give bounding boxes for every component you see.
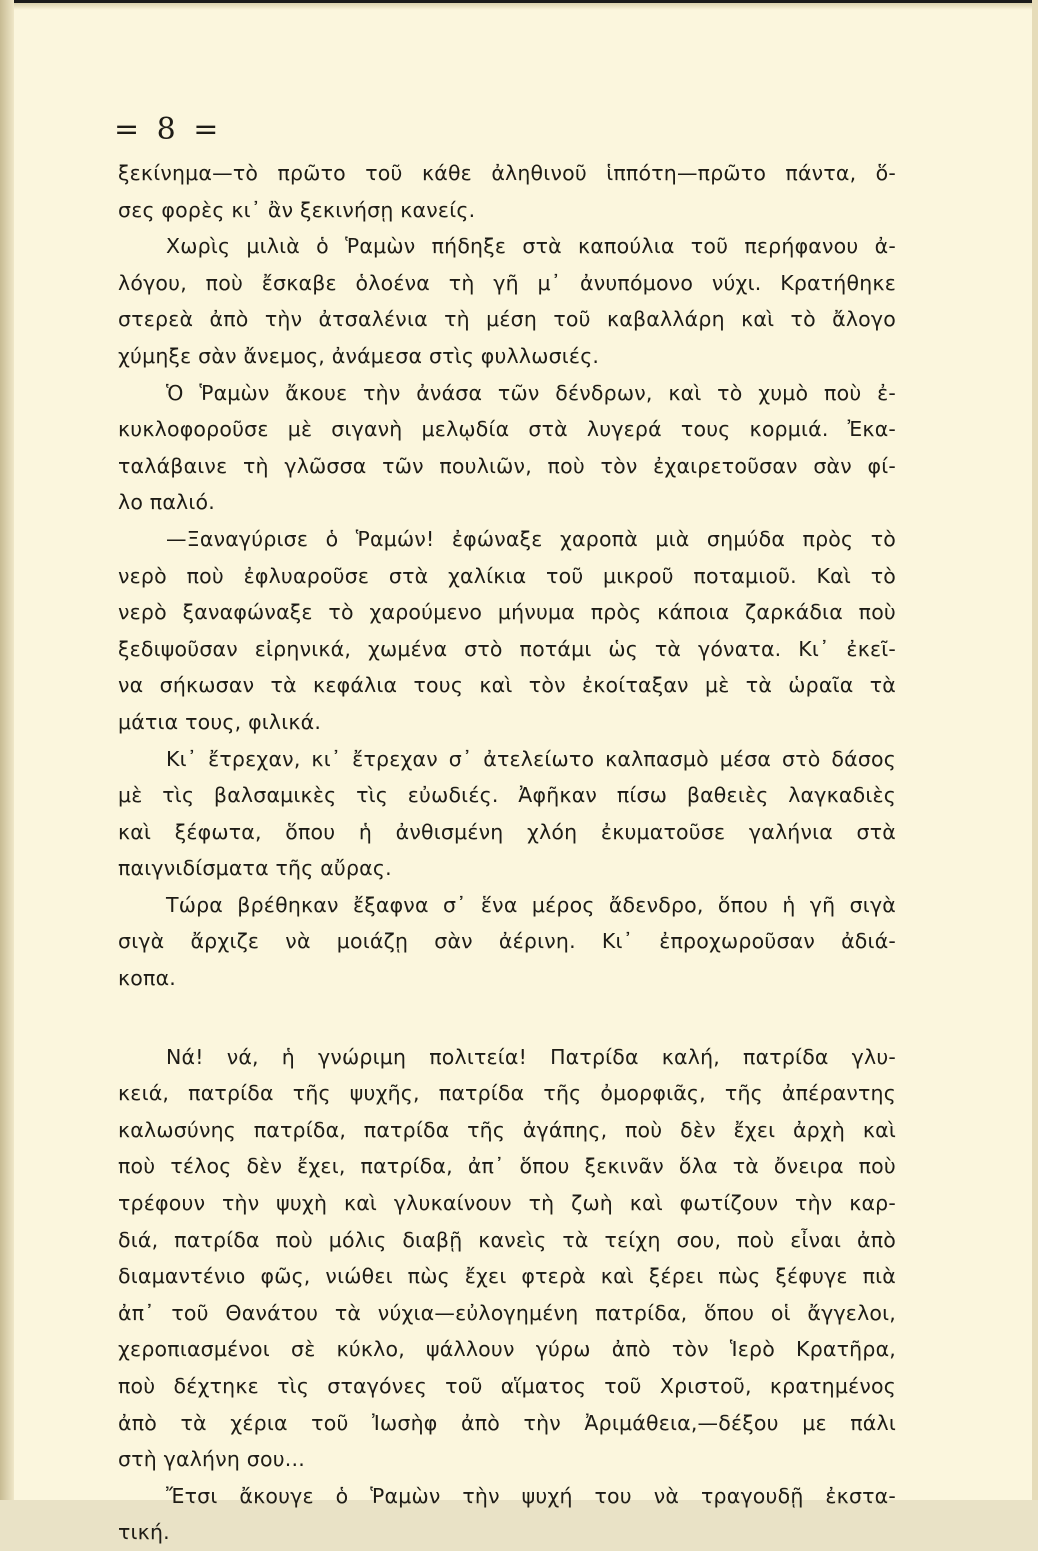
text-line: χεροπιασμένοι σὲ κύκλο, ψάλλουν γύρω ἀπὸ τὸν Ἱερὸ Κρατῆρα,: [118, 1337, 896, 1362]
text-line: στερεὰ ἀπὸ τὴν ἀτσαλένια τὴ μέση τοῦ καβαλλάρη καὶ τὸ ἄλογο: [118, 307, 896, 332]
text-line: ξεδιψοῦσαν εἰρηνικά, χωμένα στὸ ποτάμι ὡς τὰ γόνατα. Κι᾿ ἐκεῖ-: [118, 636, 896, 661]
paragraph-2: [118, 228, 896, 374]
paragraph-3: [118, 375, 896, 521]
text-line: καλωσύνης πατρίδα, πατρίδα τῆς ἀγάπης, ποὺ δὲν ἔχει ἀρχὴ καὶ: [118, 1117, 896, 1142]
text-line: ἀπ᾿ τοῦ Θανάτου τὰ νύχια—εὐλογημένη πατρίδα, ὅπου οἱ ἄγγελοι,: [118, 1300, 896, 1325]
text-line: —Ξαναγύρισε ὁ Ῥαμών! ἐφώναξε χαροπὰ μιὰ σημύδα πρὸς τὸ: [166, 526, 896, 551]
text-line: μάτια τους, φιλικά.: [118, 709, 322, 734]
text-line: κυκλοφοροῦσε μὲ σιγανὴ μελῳδία στὰ λυγερά τους κορμιά. Ἐκα-: [118, 417, 896, 442]
text-line: Χωρὶς μιλιὰ ὁ Ῥαμὼν πήδηξε στὰ καπούλια τοῦ περήφανου ἀ-: [166, 234, 896, 259]
text-line: κοπα.: [118, 966, 176, 991]
text-line: ποὺ τέλος δὲν ἔχει, πατρίδα, ἀπ᾿ ὅπου ξεκινᾶν ὅλα τὰ ὄνειρα ποὺ: [118, 1154, 896, 1179]
text-line: ταλάβαινε τὴ γλῶσσα τῶν πουλιῶν, ποὺ τὸν ἐχαιρετοῦσαν σὰν φί-: [118, 453, 896, 478]
text-line: Κι᾿ ἔτρεχαν, κι᾿ ἔτρεχαν σ᾿ ἀτελείωτο καλπασμὸ μέσα στὸ δάσος: [166, 746, 896, 771]
paragraph-1: [118, 155, 896, 228]
page-number: = 8 =: [114, 112, 223, 147]
text-line: κειά, πατρίδα τῆς ψυχῆς, πατρίδα τῆς ὀμορφιᾶς, τῆς ἀπέραντης: [118, 1081, 896, 1106]
page-right-edge: [1032, 0, 1038, 1500]
text-line: σες φορὲς κι᾿ ἂν ξεκινήσῃ κανείς.: [118, 197, 476, 222]
text-line: λόγου, ποὺ ἔσκαβε ὁλοένα τὴ γῆ μ᾿ ἀνυπόμονο νύχι. Κρατήθηκε: [118, 270, 896, 295]
text-line: Νά! νά, ἡ γνώριμη πολιτεία! Πατρίδα καλή, πατρίδα γλυ-: [166, 1044, 896, 1069]
section-gap: [118, 997, 896, 1039]
paragraph-5: [118, 741, 896, 887]
paragraph-6: [118, 887, 896, 997]
text-line: χύμηξε σὰν ἄνεμος, ἀνάμεσα στὶς φυλλωσιές.: [118, 343, 600, 368]
page-top-edge: [0, 0, 1038, 10]
text-line: διαμαντένιο φῶς, νιώθει πὼς ἔχει φτερὰ καὶ ξέρει πὼς ξέφυγε πιὰ: [118, 1264, 896, 1289]
text-line: να σήκωσαν τὰ κεφάλια τους καὶ τὸν ἐκοίταξαν μὲ τὰ ὡραῖα τὰ: [118, 673, 896, 698]
text-line: Τώρα βρέθηκαν ἔξαφνα σ᾿ ἕνα μέρος ἄδενδρο, ὅπου ἡ γῆ σιγὰ: [166, 892, 896, 917]
page-binding-edge: [0, 0, 14, 1500]
text-line: στὴ γαλήνη σου...: [118, 1447, 305, 1472]
text-line: μὲ τὶς βαλσαμικὲς τὶς εὐωδιές. Ἀφῆκαν πίσω βαθειὲς λαγκαδιὲς: [118, 783, 896, 808]
text-line: τική.: [118, 1520, 170, 1545]
text-line: τρέφουν τὴν ψυχὴ καὶ γλυκαίνουν τὴ ζωὴ καὶ φωτίζουν τὴν καρ-: [118, 1191, 896, 1216]
text-line: λο παλιό.: [118, 490, 215, 515]
text-line: ἀπὸ τὰ χέρια τοῦ Ἰωσὴφ ἀπὸ τὴν Ἀριμάθεια,—δέξου με πάλι: [118, 1410, 896, 1435]
text-line: παιγνιδίσματα τῆς αὔρας.: [118, 856, 392, 881]
text-line: νερὸ ποὺ ἐφλυαροῦσε στὰ χαλίκια τοῦ μικροῦ ποταμιοῦ. Καὶ τὸ: [118, 563, 896, 588]
text-line: ξεκίνημα—τὸ πρῶτο τοῦ κάθε ἀληθινοῦ ἱππότη—πρῶτο πάντα, ὅ-: [118, 161, 896, 185]
text-line: καὶ ξέφωτα, ὅπου ἡ ἀνθισμένη χλόη ἐκυματοῦσε γαλήνια στὰ: [118, 819, 896, 844]
paragraph-7: [118, 1039, 896, 1478]
paragraph-4: [118, 521, 896, 741]
text-line: διά, πατρίδα ποὺ μόλις διαβῇ κανεὶς τὰ τείχη σου, ποὺ εἶναι ἀπὸ: [118, 1227, 896, 1252]
text-line: Ἔτσι ἄκουγε ὁ Ῥαμὼν τὴν ψυχή του νὰ τραγουδῇ ἐκστα-: [166, 1483, 896, 1508]
text-line: ποὺ δέχτηκε τὶς σταγόνες τοῦ αἵματος τοῦ Χριστοῦ, κρατημένος: [118, 1374, 896, 1398]
text-line: Ὁ Ῥαμὼν ἄκουε τὴν ἀνάσα τῶν δένδρων, καὶ τὸ χυμὸ ποὺ ἐ-: [166, 380, 896, 405]
body-text: [118, 155, 896, 1551]
paragraph-8: [118, 1478, 896, 1551]
text-line: νερὸ ξαναφώναξε τὸ χαρούμενο μήνυμα πρὸς κάποια ζαρκάδια ποὺ: [118, 600, 896, 625]
text-line: σιγὰ ἄρχιζε νὰ μοιάζῃ σὰν ἀέρινη. Κι᾿ ἐπροχωροῦσαν ἀδιά-: [118, 929, 896, 954]
